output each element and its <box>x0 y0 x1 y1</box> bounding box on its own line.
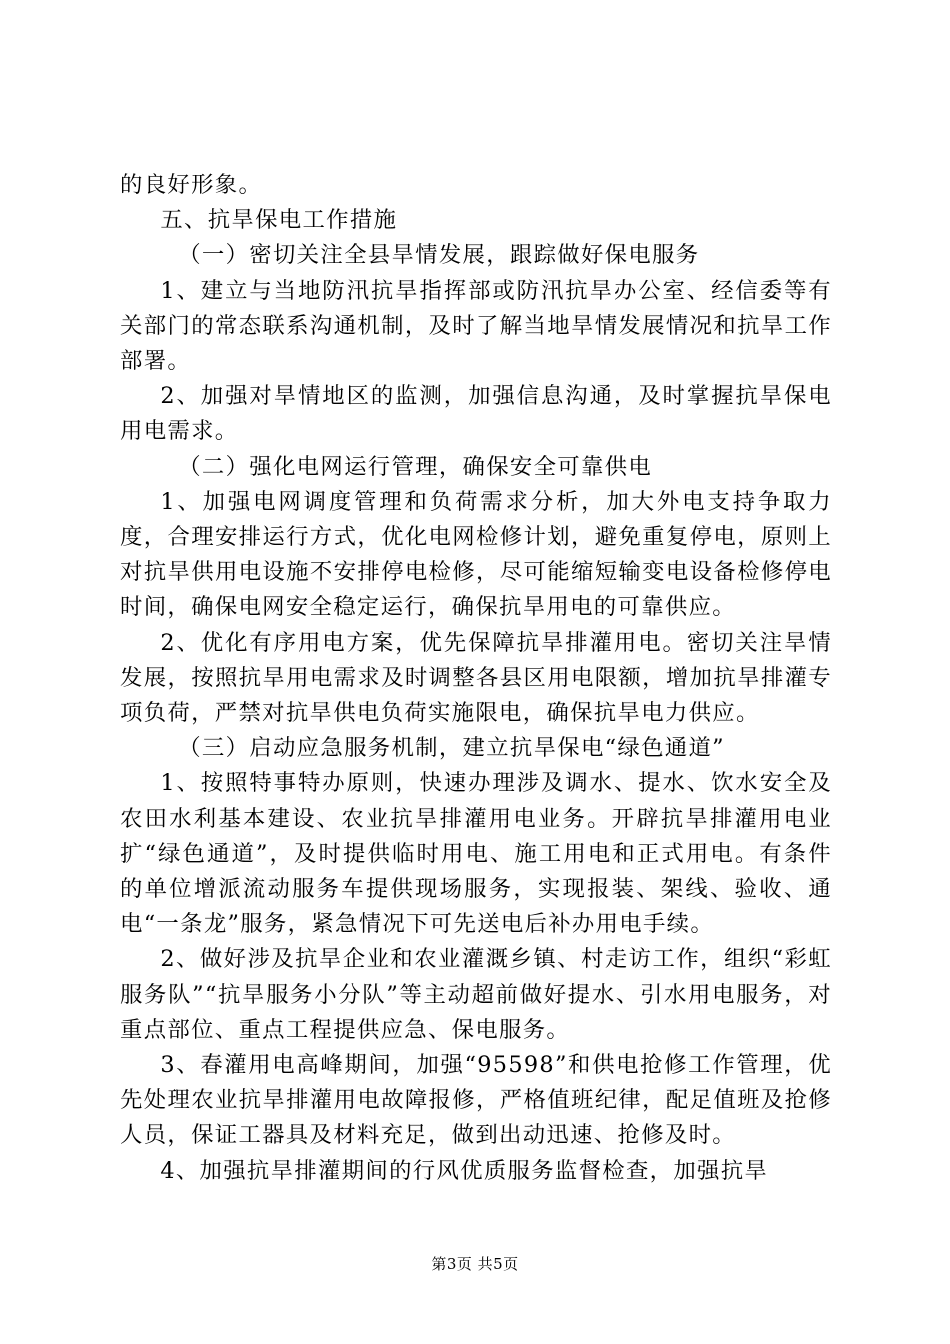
paragraph: 1、建立与当地防汛抗旱指挥部或防汛抗旱办公室、经信委等有关部门的常态联系沟通机制，及时了解当地旱情发展情况和抗旱工作部署。 <box>120 277 832 375</box>
subsection-heading: （二）强化电网运行管理，确保安全可靠供电 <box>178 453 653 480</box>
section-heading: 五、抗旱保电工作措施 <box>160 207 398 234</box>
paragraph: 2、做好涉及抗旱企业和农业灌溉乡镇、村走访工作，组织“彩虹服务队”“抗旱服务小分队”等主动超前做好提水、引水用电服务，对重点部位、重点工程提供应急、保电服务。 <box>120 946 832 1043</box>
paragraph-continuation: 的良好形象。 <box>120 172 263 198</box>
paragraph: 3、春灌用电高峰期间，加强“95598”和供电抢修工作管理，优先处理农业抗旱排灌用电故障报修，严格值班纪律，配足值班及抢修人员，保证工器具及材料充足，做到出动迅速、抢修及时。 <box>120 1052 832 1149</box>
page-number-footer: 第3页 共5页 <box>431 1255 519 1273</box>
document-body <box>120 168 832 1189</box>
paragraph: 4、加强抗旱排灌期间的行风优质服务监督检查，加强抗旱 <box>160 1157 769 1184</box>
paragraph: 1、加强电网调度管理和负荷需求分析，加大外电支持争取力度，合理安排运行方式，优化电网检修计划，避免重复停电，原则上对抗旱供用电设施不安排停电检修，尽可能缩短输变电设备检修停电时间，确保电网安全稳定运行，确保抗旱用电的可靠供应。 <box>120 488 832 621</box>
paragraph: 1、按照特事特办原则，快速办理涉及调水、提水、饮水安全及农田水利基本建设、农业抗旱排灌用电业务。开辟抗旱排灌用电业扩“绿色通道”，及时提供临时用电、施工用电和正式用电。有条件的单位增派流动服务车提供现场服务，实现报装、架线、验收、通电“一条龙”服务，紧急情况下可先送电后补办用电手续。 <box>120 770 832 938</box>
subsection-heading: （一）密切关注全县旱情发展，跟踪做好保电服务 <box>178 242 700 269</box>
paragraph: 2、优化有序用电方案，优先保障抗旱排灌用电。密切关注旱情发展，按照抗旱用电需求及时调整各县区用电限额，增加抗旱排灌专项负荷，严禁对抗旱供电负荷实施限电，确保抗旱电力供应。 <box>120 629 832 727</box>
paragraph: 2、加强对旱情地区的监测，加强信息沟通，及时掌握抗旱保电用电需求。 <box>120 383 832 445</box>
subsection-heading: （三）启动应急服务机制，建立抗旱保电“绿色通道” <box>178 735 725 762</box>
